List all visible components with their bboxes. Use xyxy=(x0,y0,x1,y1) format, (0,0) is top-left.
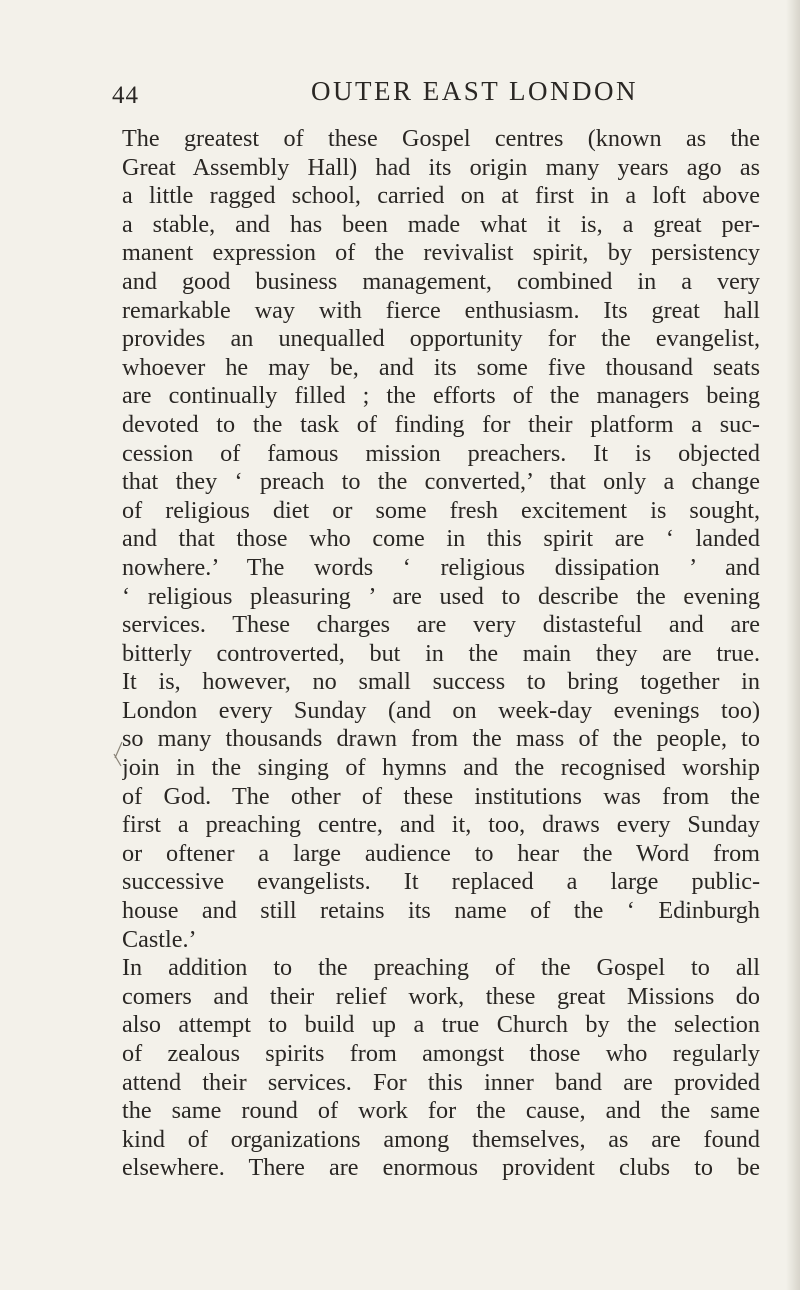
text-line: remarkable way with fierce enthusiasm. Its great hall xyxy=(122,296,760,324)
text-line: devoted to the task of finding for their platform a suc- xyxy=(122,410,760,438)
text-line: so many thousands drawn from the mass of the people, to xyxy=(122,725,760,753)
text-line: Castle.’ xyxy=(122,925,197,953)
page-edge-shadow xyxy=(786,0,800,1290)
text-line: also attempt to build up a true Church by the selection xyxy=(122,1011,760,1039)
running-head: OUTER EAST LONDON xyxy=(311,76,638,106)
text-line: the same round of work for the cause, and the same xyxy=(122,1097,760,1125)
text-line: services. These charges are very distasteful and are xyxy=(122,611,760,639)
text-line: of religious diet or some fresh excitement is sought, xyxy=(122,496,760,524)
text-line: are continually filled ; the efforts of the managers being xyxy=(122,382,760,410)
text-line: In addition to the preaching of the Gospel to all xyxy=(122,954,760,982)
text-line: attend their services. For this inner band are provided xyxy=(122,1068,760,1096)
body-text xyxy=(122,125,760,1183)
text-line: whoever he may be, and its some five thousand seats xyxy=(122,353,760,381)
text-line: of God. The other of these institutions was from the xyxy=(122,782,760,810)
text-line: manent expression of the revivalist spirit, by persistency xyxy=(122,239,760,267)
page-number: 44 xyxy=(112,82,139,109)
page-header xyxy=(0,76,800,112)
text-line: and that those who come in this spirit are ‘ landed xyxy=(122,525,760,553)
text-line: elsewhere. There are enormous provident clubs to be xyxy=(122,1154,760,1182)
text-line: house and still retains its name of the ‘ Edinburgh xyxy=(122,897,760,925)
text-line: of zealous spirits from amongst those who regularly xyxy=(122,1040,760,1067)
text-line: a stable, and has been made what it is, a great per- xyxy=(122,210,760,238)
text-line: ‘ religious pleasuring ’ are used to describe the evening xyxy=(122,582,760,610)
text-line: comers and their relief work, these great Missions do xyxy=(122,982,760,1010)
text-line: The greatest of these Gospel centres (known as the xyxy=(122,125,760,152)
text-line: or oftener a large audience to hear the Word from xyxy=(122,839,760,867)
text-line: that they ‘ preach to the converted,’ that only a change xyxy=(122,468,760,496)
text-line: first a preaching centre, and it, too, draws every Sunday xyxy=(122,811,760,839)
text-line: join in the singing of hymns and the recognised worship xyxy=(122,754,760,782)
text-line: nowhere.’ The words ‘ religious dissipation ’ and xyxy=(122,553,760,581)
text-line: kind of organizations among themselves, as are found xyxy=(122,1125,760,1153)
text-line: Great Assembly Hall) had its origin many years ago as xyxy=(122,153,760,181)
text-line: successive evangelists. It replaced a large public- xyxy=(122,868,760,896)
text-line: It is, however, no small success to bring together in xyxy=(122,668,760,696)
text-line: and good business management, combined in a very xyxy=(122,267,760,295)
text-line: provides an unequalled opportunity for the evangelist, xyxy=(122,325,760,353)
text-line: cession of famous mission preachers. It is objected xyxy=(122,439,760,467)
text-line: bitterly controverted, but in the main they are true. xyxy=(122,639,760,667)
text-line: London every Sunday (and on week-day evenings too) xyxy=(122,696,760,724)
text-line: a little ragged school, carried on at first in a loft above xyxy=(122,182,760,210)
